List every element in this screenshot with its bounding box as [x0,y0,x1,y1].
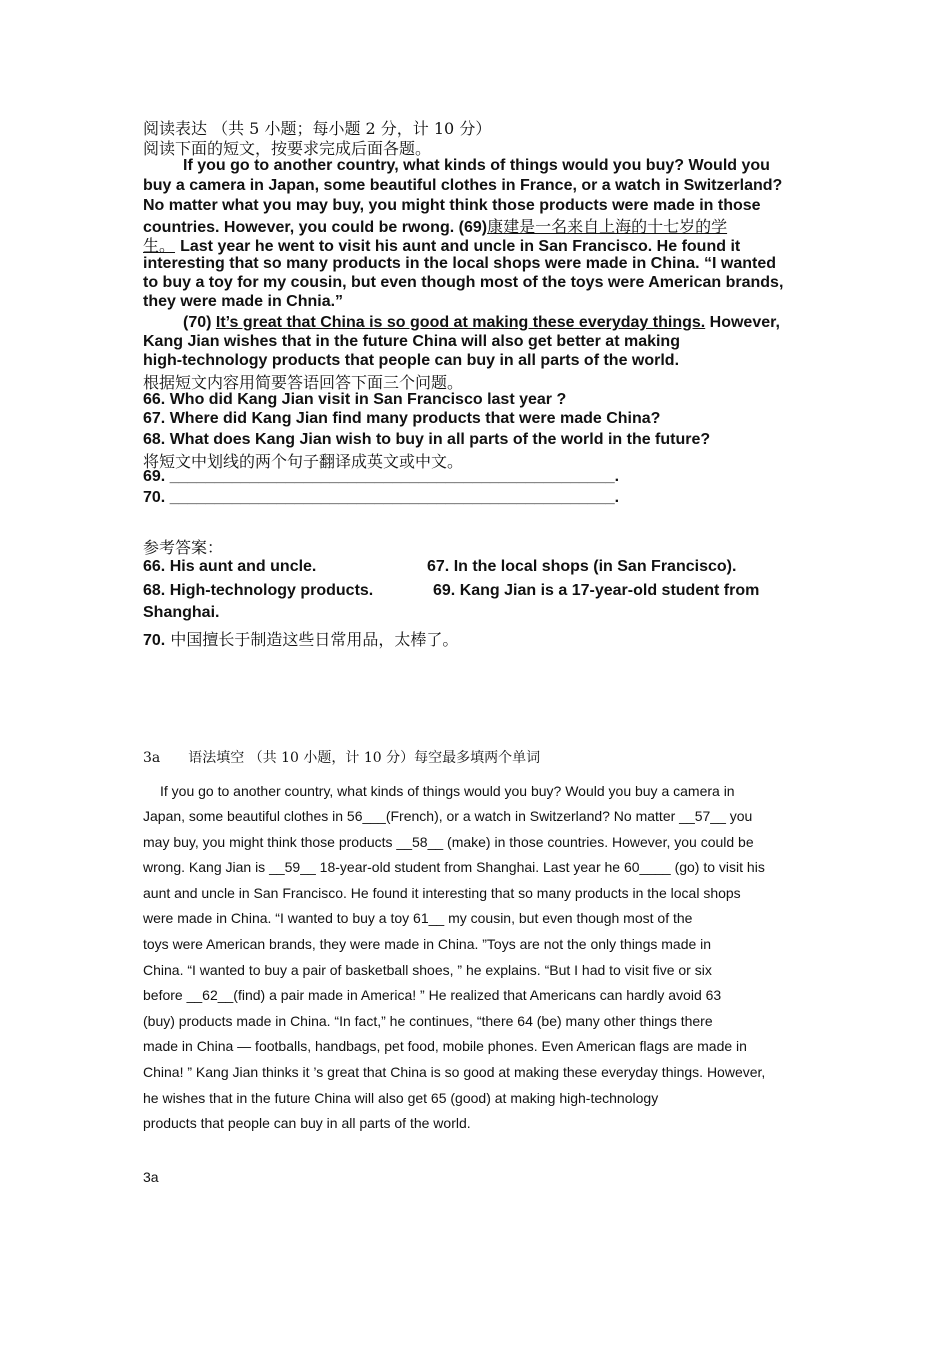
cloze-line: were made in China. “I wanted to buy a toy 61__ my cousin, but even though most of the [143,910,693,926]
question-67: 67. Where did Kang Jian find many products that were made China? [143,410,661,427]
answer-70 [143,627,458,650]
passage-text: Last year he went to visit his aunt and uncle in San Francisco. He found it [180,238,741,255]
answer-69-cont: Shanghai. [143,604,220,621]
reading-instruction: 阅读下面的短文，按要求完成后面各题。 [143,139,432,158]
answers-heading: 参考答案： [143,538,224,557]
blank-69[interactable]: 69. __________________________________________________. [143,468,620,485]
underlined-sentence-70: It’s great that China is so good at making these everyday things. [215,314,706,331]
reading-heading: 阅读表达 （共 5 小题；每小题 2 分，计 10 分） [143,119,492,138]
passage-line: No matter what you may buy, you might think those products were made in those [143,197,761,214]
footer-label: 3a [143,1169,159,1185]
translation-instruction: 将短文中划线的两个句子翻译成英文或中文。 [143,452,464,471]
passage-line: If you go to another country, what kinds of things would you buy? Would you [183,157,770,174]
passage-line: they were made in Chnia.” [143,293,344,310]
passage-text: countries. However, you could be rwong. (69) [143,219,488,236]
cloze-line: aunt and uncle in San Francisco. He found it interesting that so many products in the local shops [143,885,741,901]
cloze-line: wrong. Kang Jian is __59__ 18-year-old student from Shanghai. Last year he 60____ (go) to visit his [143,859,765,875]
question-68: 68. What does Kang Jian wish to buy in all parts of the world in the future? [143,431,711,448]
passage-text: However, [705,314,780,331]
passage-line: high-technology products that people can buy in all parts of the world. [143,352,680,369]
passage-line [143,233,740,256]
underlined-sentence-69-end: 生。 [143,236,176,255]
answer-70-text: 中国擅长于制造这些日常用品，太棒了。 [165,630,459,649]
cloze-line: If you go to another country, what kinds of things would you buy? Would you buy a camera in [160,783,735,799]
passage-line: Kang Jian wishes that in the future China will also get better at making [143,333,680,350]
question-66: 66. Who did Kang Jian visit in San Francisco last year ? [143,391,567,408]
passage-line: buy a camera in Japan, some beautiful clothes in France, or a watch in Switzerland? [143,177,783,194]
passage-line [183,314,780,332]
cloze-heading: 3a 语法填空 （共 10 小题，计 10 分）每空最多填两个单词 [143,750,541,766]
cloze-line: China. “I wanted to buy a pair of basketball shoes, ” he explains. “But I had to visit five or six [143,962,712,978]
cloze-line: made in China — footballs, handbags, pet food, mobile phones. Even American flags are made in [143,1038,747,1054]
blank-70[interactable]: 70. __________________________________________________. [143,489,620,506]
answer-66: 66. His aunt and uncle. [143,558,317,575]
cloze-line: products that people can buy in all parts of the world. [143,1115,471,1131]
answer-69: 69. Kang Jian is a 17-year-old student from [433,582,760,599]
passage-text: (70) [183,314,216,331]
answer-68: 68. High-technology products. [143,582,374,599]
answer-67: 67. In the local shops (in San Francisco). [427,558,737,575]
cloze-line: Japan, some beautiful clothes in 56___(French), or a watch in Switzerland? No matter __57__ you [143,808,753,824]
cloze-line: China! ” Kang Jian thinks it ’s great that China is so good at making these everyday things. However, [143,1064,766,1080]
cloze-line: he wishes that in the future China will also get 65 (good) at making high-technology [143,1090,659,1106]
answer-70-number: 70. [143,632,166,649]
passage-line: interesting that so many products in the local shops were made in China. “I wanted [143,255,776,272]
cloze-line: (buy) products made in China. “In fact,” he continues, “there 64 (be) many other things there [143,1013,713,1029]
underlined-sentence-69: 康建是一名来自上海的十七岁的学 [487,217,728,236]
questions-instruction: 根据短文内容用简要答语回答下面三个问题。 [143,373,464,392]
cloze-line: toys were American brands, they were made in China. ”Toys are not the only things made in [143,936,712,952]
cloze-line: before __62__(find) a pair made in America! ” He realized that Americans can hardly avoid 63 [143,987,722,1003]
passage-line: to buy a toy for my cousin, but even though most of the toys were American brands, [143,274,784,291]
cloze-line: may buy, you might think those products __58__ (make) in those countries. However, you could be [143,834,754,850]
